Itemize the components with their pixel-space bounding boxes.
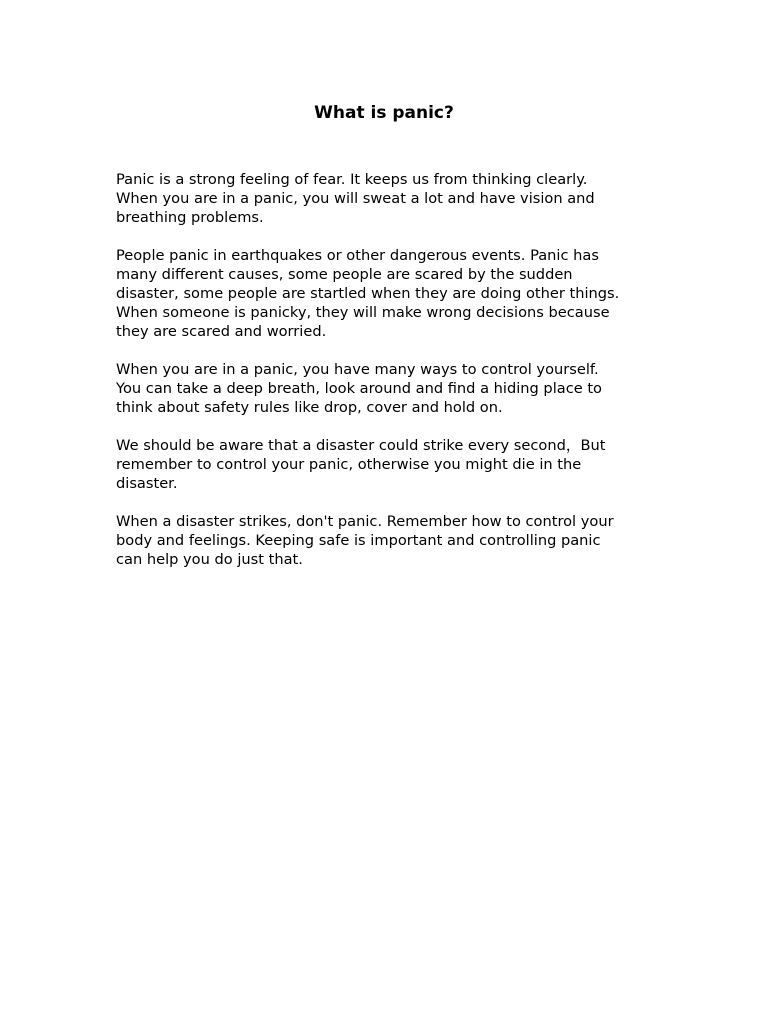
paragraph-3: When you are in a panic, you have many ways to control yourself. You can take a deep breath, look around and find a hiding place to think about safety rules like drop, cover and hold on.	[116, 361, 602, 416]
paragraph-5: When a disaster strikes, don't panic. Remember how to control your body and feelings. Keeping safe is important and controlling panic can help you do just that.	[116, 513, 614, 568]
paragraph-1: Panic is a strong feeling of fear. It keeps us from thinking clearly. When you are in a panic, you will sweat a lot and have vision and breathing problems.	[116, 171, 595, 226]
paragraph-2: People panic in earthquakes or other dangerous events. Panic has many different causes, some people are scared by the sudden disaster, some people are startled when they are doing other things. When someone is panicky, they will make wrong decisions because they are scared and worried.	[116, 247, 620, 340]
document-title: What is panic?	[314, 103, 454, 123]
document-body	[116, 170, 676, 588]
paragraph-4: We should be aware that a disaster could strike every second，But remember to control your panic, otherwise you might die in the disaster.	[116, 437, 606, 492]
